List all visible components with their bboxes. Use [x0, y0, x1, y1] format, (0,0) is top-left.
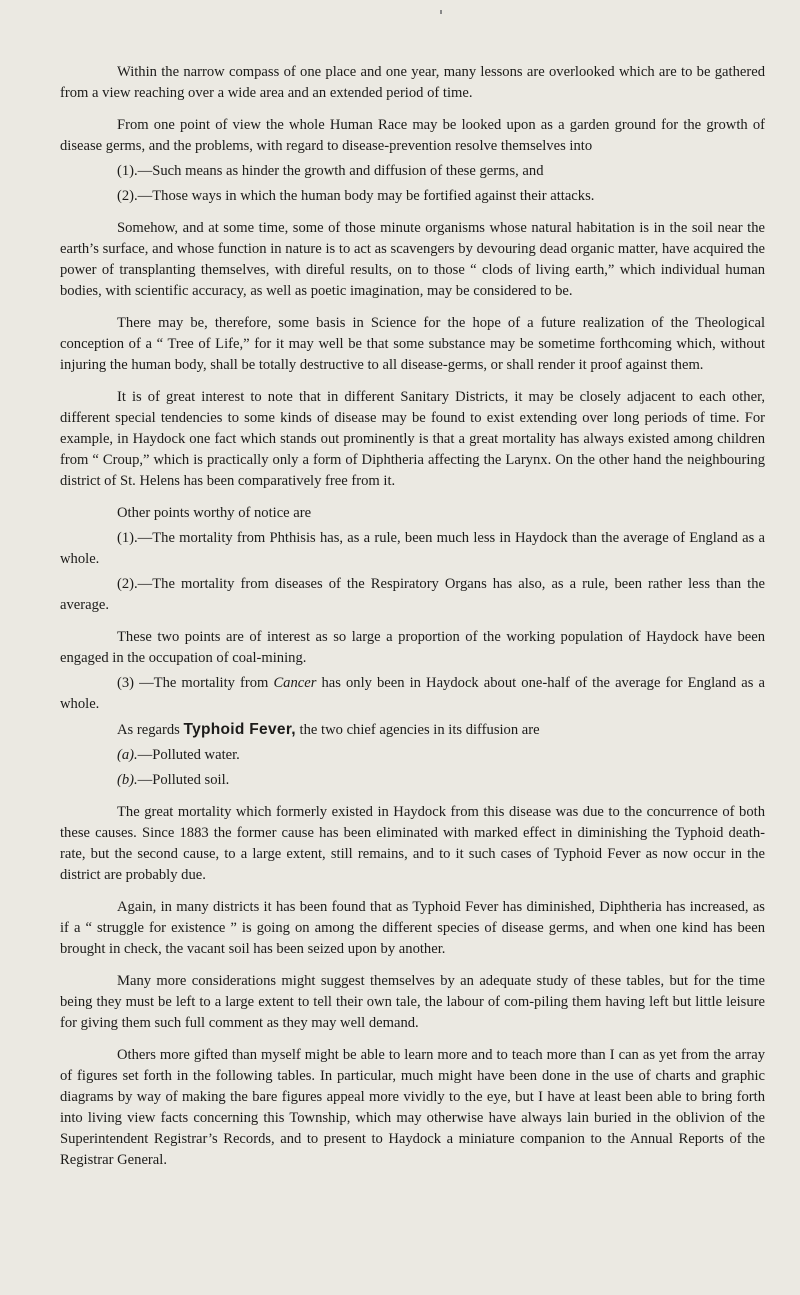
cancer-word: Cancer — [273, 675, 317, 691]
cancer-suffix: has only been in Haydock about one-half of the average for England as a whole. — [60, 675, 765, 712]
list-item-fortify-body: (2).—Those ways in which the human body may be fortified against their attacks. — [117, 188, 595, 204]
paragraph-sanitary-districts: It is of great interest to note that in different Sanitary Districts, it may be closely adjacent to each other, different special tendencies to some kinds of disease may be found to exist extending over long periods of time. For example, in Haydock one fact which stands out prominently is that a great mortality has always existed among children from “ Croup,” which is practically only a form of Diphtheria affecting the Larynx. On the other hand the neighbouring district of St. Helens has been comparatively free from it. — [60, 389, 765, 489]
paragraph-coal-mining: These two points are of interest as so large a proportion of the working population of Haydock have been engaged in the occupation of coal-mining. — [60, 629, 765, 666]
paragraph-garden-ground: From one point of view the whole Human Race may be looked upon as a garden ground for the growth of disease germs, and the problems, with regard to disease-prevention resolve themselves into — [60, 117, 765, 154]
document-page — [60, 62, 765, 1171]
paragraph-tree-of-life: There may be, therefore, some basis in Science for the hope of a future realization of the Theological conception of a “ Tree of Life,” for it may well be that some substance may be sometime forthcoming which, without injuring the human body, shall be totally destructive to all disease-germs, or shall render it proof against them. — [60, 315, 765, 373]
paragraph-closing: Others more gifted than myself might be able to learn more and to teach more than I can as yet from the array of figures set forth in the following tables. In particular, much might have been done in the use of charts and graphic diagrams by way of making the bare figures appeal more vividly to the eye, but I have at least been able to bring forth into living view facts concerning this Township, which may otherwise have always lain buried in the oblivion of the Superintendent Registrar’s Records, and to present to Haydock a miniature companion to the Annual Reports of the Registrar General. — [60, 1047, 765, 1168]
item-a-text: —Polluted water. — [137, 747, 240, 763]
typhoid-fever-heading: Typhoid Fever, — [183, 721, 296, 738]
typhoid-prefix: As regards — [117, 722, 184, 738]
typhoid-suffix: the two chief agencies in its diffusion are — [295, 722, 540, 738]
item-b-label: (b). — [117, 772, 138, 788]
paragraph-considerations: Many more considerations might suggest themselves by an adequate study of these tables, but for the time being they must be left to a large extent to tell their own tale, the labour of com-piling them having left but little leisure for giving them such full comment as they may well demand. — [60, 973, 765, 1031]
print-speck — [440, 10, 442, 14]
paragraph-organisms: Somehow, and at some time, some of those minute organisms whose natural habitation is in the soil near the earth’s surface, and whose function in nature is to act as scavengers by devouring dead organic matter, have acquired the power of transplanting themselves, with direful results, on to those “ clods of living earth,” which individual human bodies, with scientific accuracy, as well as poetic imagination, may be considered to be. — [60, 220, 765, 299]
list-item-polluted-soil — [60, 770, 765, 791]
list-item-phthisis: (1).—The mortality from Phthisis has, as a rule, been much less in Haydock than the average of England as a whole. — [60, 530, 765, 567]
paragraph-intro: Within the narrow compass of one place and one year, many lessons are overlooked which are to be gathered from a view reaching over a wide area and an extended period of time. — [60, 64, 765, 101]
paragraph-points-of-notice: Other points worthy of notice are — [117, 505, 312, 521]
item-a-label: (a). — [117, 747, 138, 763]
list-item-cancer — [60, 673, 765, 715]
paragraph-typhoid-mortality: The great mortality which formerly existed in Haydock from this disease was due to the concurrence of both these causes. Since 1883 the former cause has been eliminated with marked effect in diminishing the Typhoid death-rate, but the second cause, to a large extent, still remains, and to it such cases of Typhoid Fever as now occur in the district are probably due. — [60, 804, 765, 883]
paragraph-diphtheria: Again, in many districts it has been found that as Typhoid Fever has diminished, Diphtheria has increased, as if a “ struggle for existence ” is going on among the different species of disease germs, and when one kind has been brought in check, the vacant soil has been seized upon by another. — [60, 899, 765, 957]
list-item-polluted-water — [60, 745, 765, 766]
paragraph-typhoid-agencies — [60, 719, 765, 741]
list-item-hinder-growth: (1).—Such means as hinder the growth and diffusion of these germs, and — [117, 163, 544, 179]
item-b-text: —Polluted soil. — [137, 772, 230, 788]
cancer-prefix: (3) —The mortality from — [117, 675, 274, 691]
list-item-respiratory: (2).—The mortality from diseases of the Respiratory Organs has also, as a rule, been rather less than the average. — [60, 576, 765, 613]
